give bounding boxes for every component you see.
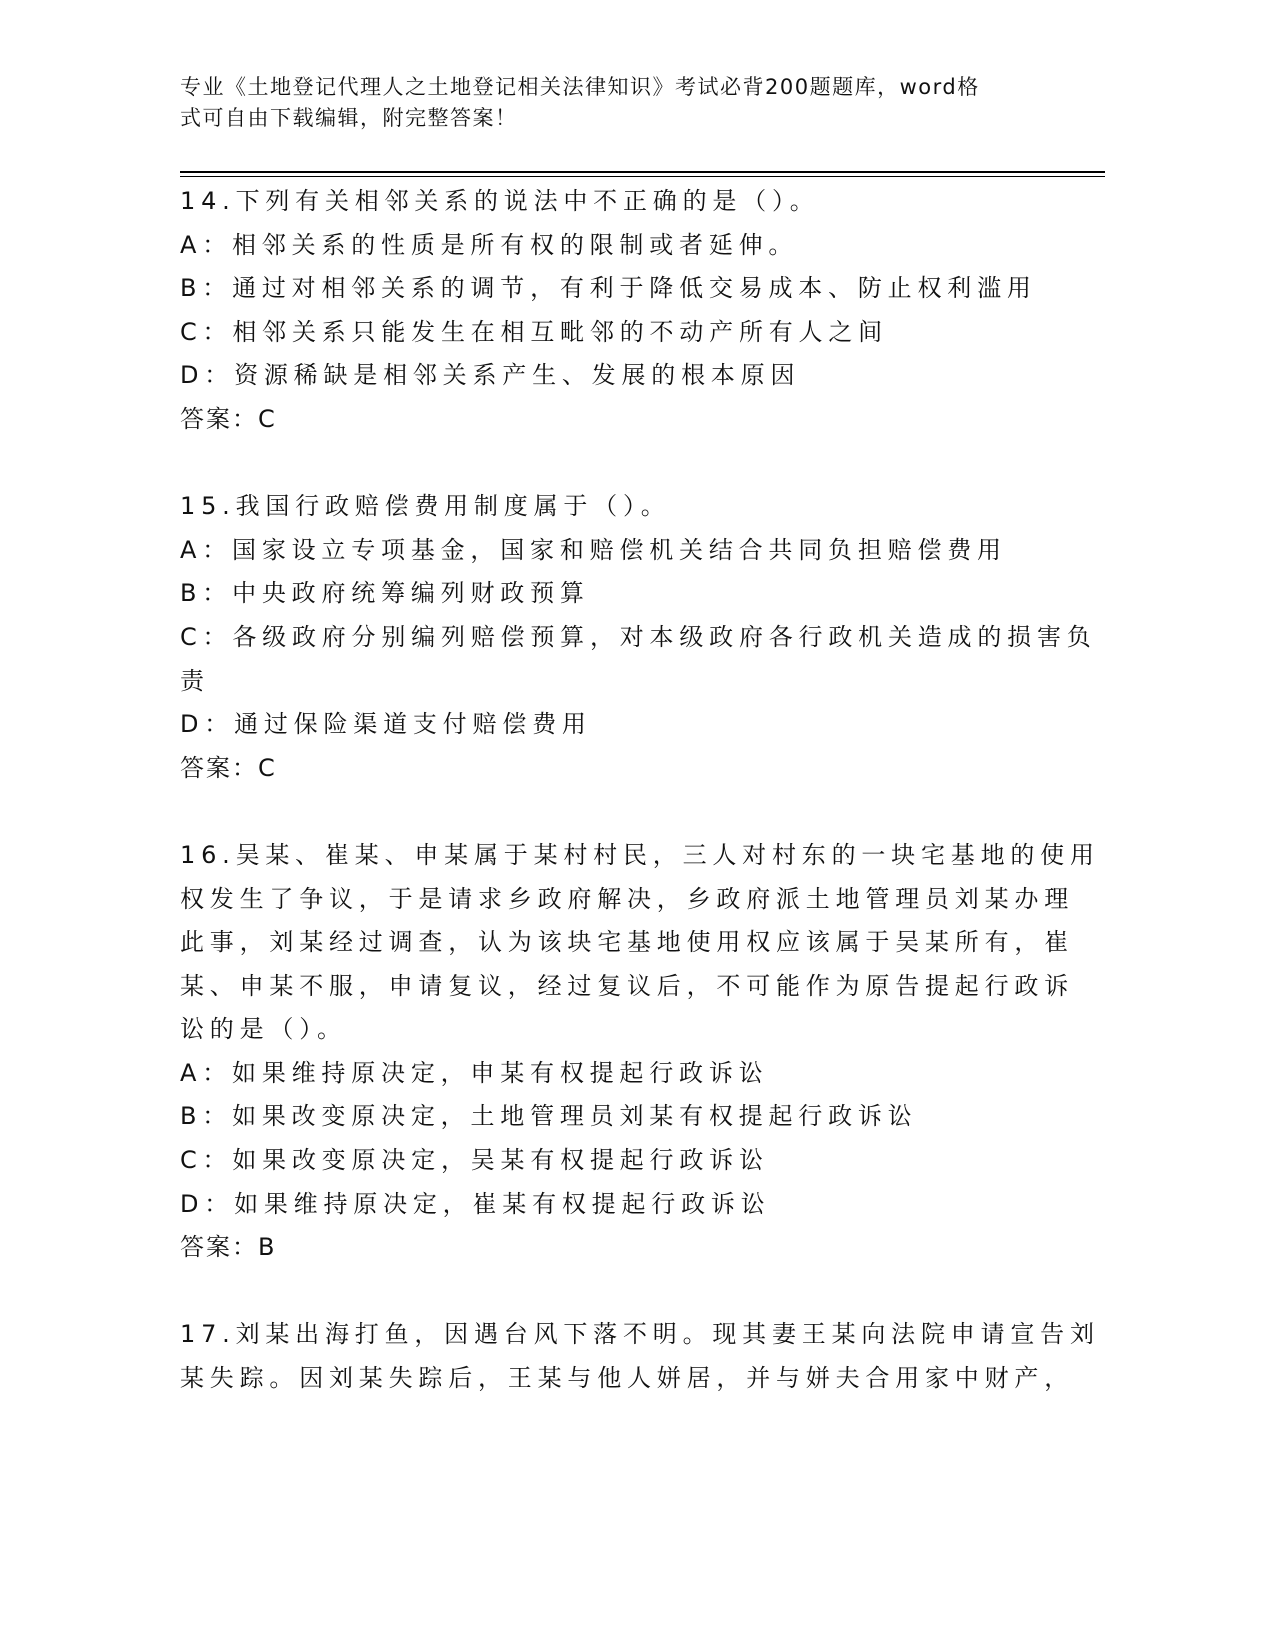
- question-list: [180, 180, 1100, 1401]
- answer-option: 责: [180, 666, 210, 695]
- answer-option: D：通过保险渠道支付赔偿费用: [180, 710, 592, 739]
- question: [180, 1313, 1100, 1400]
- answer-option: C：相邻关系只能发生在相互毗邻的不动产所有人之间: [180, 317, 888, 346]
- document-header: [180, 72, 980, 134]
- header-divider: [180, 171, 1105, 173]
- question-stem: 15.我国行政赔偿费用制度属于（）。: [180, 492, 671, 521]
- question: [180, 485, 1100, 834]
- spacer: [180, 790, 1100, 834]
- answer-option: D：资源稀缺是相邻关系产生、发展的根本原因: [180, 361, 801, 390]
- answer-option: C：如果改变原决定，吴某有权提起行政诉讼: [180, 1146, 769, 1175]
- answer-option: A：相邻关系的性质是所有权的限制或者延伸。: [180, 230, 799, 259]
- correct-answer: 答案：B: [180, 1233, 277, 1262]
- answer-option: B：如果改变原决定，土地管理员刘某有权提起行政诉讼: [180, 1102, 918, 1131]
- question-stem: 此事，刘某经过调查，认为该块宅基地使用权应该属于吴某所有，崔: [180, 928, 1074, 957]
- correct-answer: 答案：C: [180, 404, 277, 433]
- answer-option: D：如果维持原决定，崔某有权提起行政诉讼: [180, 1189, 771, 1218]
- header-line: 专业《土地登记代理人之土地登记相关法律知识》考试必背200题题库，word格: [180, 75, 980, 99]
- question: [180, 834, 1100, 1314]
- answer-option: C：各级政府分别编列赔偿预算，对本级政府各行政机关造成的损害负: [180, 622, 1097, 651]
- answer-option: A：国家设立专项基金，国家和赔偿机关结合共同负担赔偿费用: [180, 535, 1007, 564]
- answer-option: B：通过对相邻关系的调节，有利于降低交易成本、防止权利滥用: [180, 274, 1037, 303]
- header-divider: [180, 176, 1105, 177]
- question-stem: 某失踪。因刘某失踪后，王某与他人姘居，并与姘夫合用家中财产，: [180, 1364, 1074, 1393]
- question-stem: 权发生了争议，于是请求乡政府解决，乡政府派土地管理员刘某办理: [180, 884, 1074, 913]
- question-stem: 17.刘某出海打鱼，因遇台风下落不明。现其妻王某向法院申请宣告刘: [180, 1320, 1100, 1349]
- question-stem: 讼的是（）。: [180, 1015, 347, 1044]
- answer-option: A：如果维持原决定，申某有权提起行政诉讼: [180, 1058, 769, 1087]
- spacer: [180, 1270, 1100, 1314]
- spacer: [180, 442, 1100, 486]
- question-stem: 14.下列有关相邻关系的说法中不正确的是（）。: [180, 187, 820, 215]
- header-line: 式可自由下载编辑，附完整答案！: [180, 106, 518, 130]
- correct-answer: 答案：C: [180, 753, 277, 782]
- question: [180, 180, 1100, 485]
- question-stem: 某、申某不服，申请复议，经过复议后，不可能作为原告提起行政诉: [180, 971, 1074, 1000]
- question-stem: 16.吴某、崔某、申某属于某村村民，三人对村东的一块宅基地的使用: [180, 840, 1100, 869]
- answer-option: B：中央政府统筹编列财政预算: [180, 579, 590, 608]
